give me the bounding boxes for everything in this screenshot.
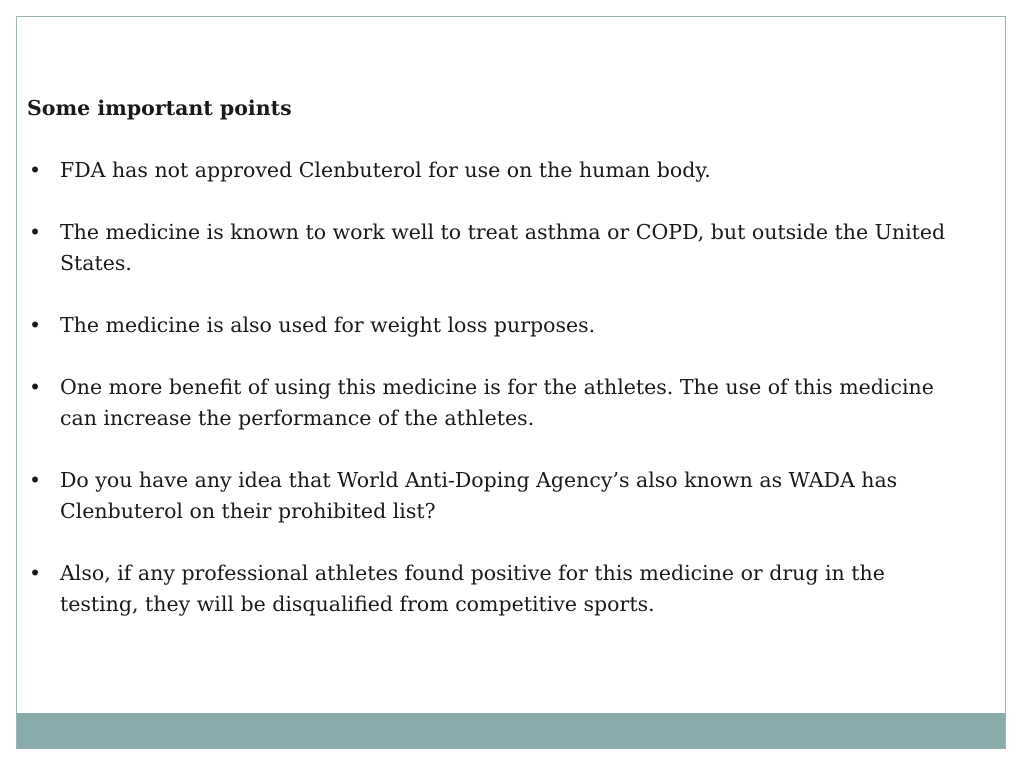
bullet-icon: • bbox=[29, 220, 42, 244]
bullet-text: FDA has not approved Clenbuterol for use on the human body. bbox=[60, 158, 711, 182]
bullet-text: The medicine is known to work well to treat asthma or COPD, but outside the United States. bbox=[60, 220, 946, 275]
bullet-item bbox=[27, 465, 967, 527]
bullet-text: One more benefit of using this medicine is for the athletes. The use of this medicine can increase the performance of the athletes. bbox=[60, 375, 934, 430]
bullet-item bbox=[27, 310, 967, 341]
bullet-text: Do you have any idea that World Anti-Doping Agency’s also known as WADA has Clenbuterol on their prohibited list? bbox=[60, 468, 898, 523]
bullet-list bbox=[27, 155, 967, 620]
slide-content bbox=[27, 93, 967, 651]
bullet-icon: • bbox=[29, 313, 42, 337]
bullet-item bbox=[27, 155, 967, 186]
bullet-icon: • bbox=[29, 158, 42, 182]
slide bbox=[16, 16, 1006, 749]
bullet-icon: • bbox=[29, 375, 42, 399]
bullet-icon: • bbox=[29, 561, 42, 585]
bullet-item bbox=[27, 372, 967, 434]
bullet-text: The medicine is also used for weight loss purposes. bbox=[60, 313, 596, 337]
bullet-item bbox=[27, 558, 967, 620]
slide-heading: Some important points bbox=[27, 96, 292, 120]
bullet-icon: • bbox=[29, 468, 42, 492]
bullet-text: Also, if any professional athletes found positive for this medicine or drug in the testing, they will be disqualified from competitive sports. bbox=[60, 561, 885, 616]
footer-bar bbox=[17, 713, 1005, 748]
bullet-item bbox=[27, 217, 967, 279]
